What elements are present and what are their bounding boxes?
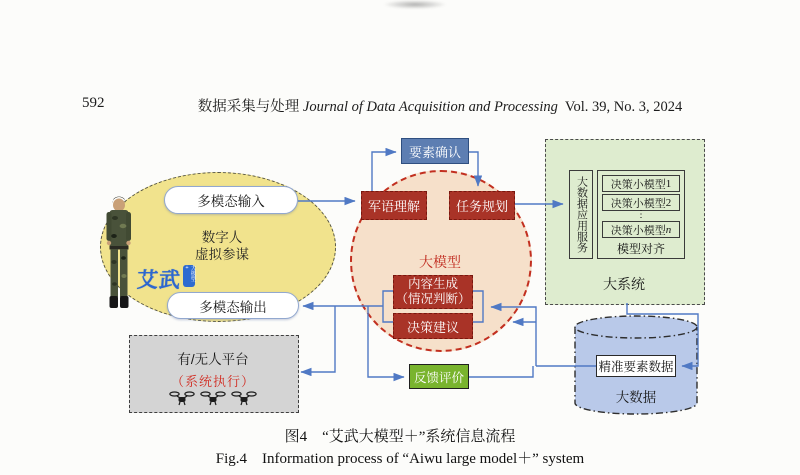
drone-icons bbox=[129, 390, 297, 407]
figure-caption-en: Fig.4 Information process of “Aiwu large model＋” system bbox=[215, 451, 585, 467]
model-align-label: 模型对齐 bbox=[616, 242, 665, 256]
model-2-label: 决策小模型 bbox=[610, 197, 666, 210]
drone-icon bbox=[169, 390, 195, 407]
bigdata-service-box: 大数据应用服务 bbox=[569, 170, 593, 259]
page-number: 592 bbox=[82, 95, 105, 111]
drone-icon bbox=[200, 390, 226, 407]
terminology-understanding-box: 军语理解 bbox=[361, 191, 427, 220]
role-line2: 虚拟参谋 bbox=[195, 247, 249, 262]
platform-title: 有/无人平台 bbox=[177, 352, 249, 367]
drone-icon bbox=[231, 390, 257, 407]
aiwu-logo-badge: 大模型+ bbox=[183, 265, 195, 287]
multimodal-input-pill: 多模态输入 bbox=[164, 186, 298, 214]
model-n-label: 决策小模型 bbox=[610, 224, 666, 237]
scan-smudge bbox=[383, 0, 447, 9]
arrow-model-to-platform bbox=[301, 306, 335, 372]
element-confirm-box: 要素确认 bbox=[401, 138, 469, 164]
big-system-label: 大系统 bbox=[603, 276, 645, 292]
model-1-label: 决策小模型 bbox=[610, 178, 666, 191]
system-execution-label: （系统执行） bbox=[170, 374, 255, 389]
digital-staff-role bbox=[150, 229, 294, 263]
decision-model-n bbox=[602, 221, 680, 238]
content-generation-box bbox=[393, 275, 473, 309]
model-n-suffix: n bbox=[665, 223, 672, 236]
feedback-evaluation-box: 反馈评价 bbox=[409, 364, 469, 389]
journal-title-cn: 数据采集与处理 bbox=[197, 99, 300, 115]
decision-model-1 bbox=[602, 175, 680, 192]
big-data-label: 大数据 bbox=[615, 390, 657, 405]
multimodal-output-pill: 多模态输出 bbox=[167, 292, 299, 319]
task-planning-box: 任务规划 bbox=[449, 191, 515, 220]
decision-suggestion-box: 决策建议 bbox=[393, 313, 473, 339]
role-line1: 数字人 bbox=[201, 230, 243, 245]
precise-elements-data-box: 精准要素数据 bbox=[596, 355, 676, 377]
journal-title-en: Journal of Data Acquisition and Processing bbox=[302, 99, 558, 115]
model-2-suffix: 2 bbox=[665, 196, 672, 209]
models-ellipsis: ⋮ bbox=[636, 209, 646, 220]
model-1-suffix: 1 bbox=[665, 177, 672, 190]
soldier-icon bbox=[100, 192, 138, 314]
aiwu-logo-text: 艾武 bbox=[136, 269, 182, 292]
content-generation-line2: （情况判断） bbox=[395, 292, 471, 306]
figure-caption-cn: 图4 “艾武大模型＋”系统信息流程 bbox=[284, 429, 516, 445]
content-generation-line1: 内容生成 bbox=[407, 277, 458, 291]
line-feedback-to-datajunction bbox=[469, 366, 533, 377]
large-model-label: 大模型 bbox=[419, 254, 461, 270]
decision-models-box bbox=[597, 170, 685, 259]
aiwu-logo bbox=[137, 264, 195, 294]
journal-issue: Vol. 39, No. 3, 2024 bbox=[564, 99, 683, 115]
journal-header bbox=[120, 95, 760, 116]
